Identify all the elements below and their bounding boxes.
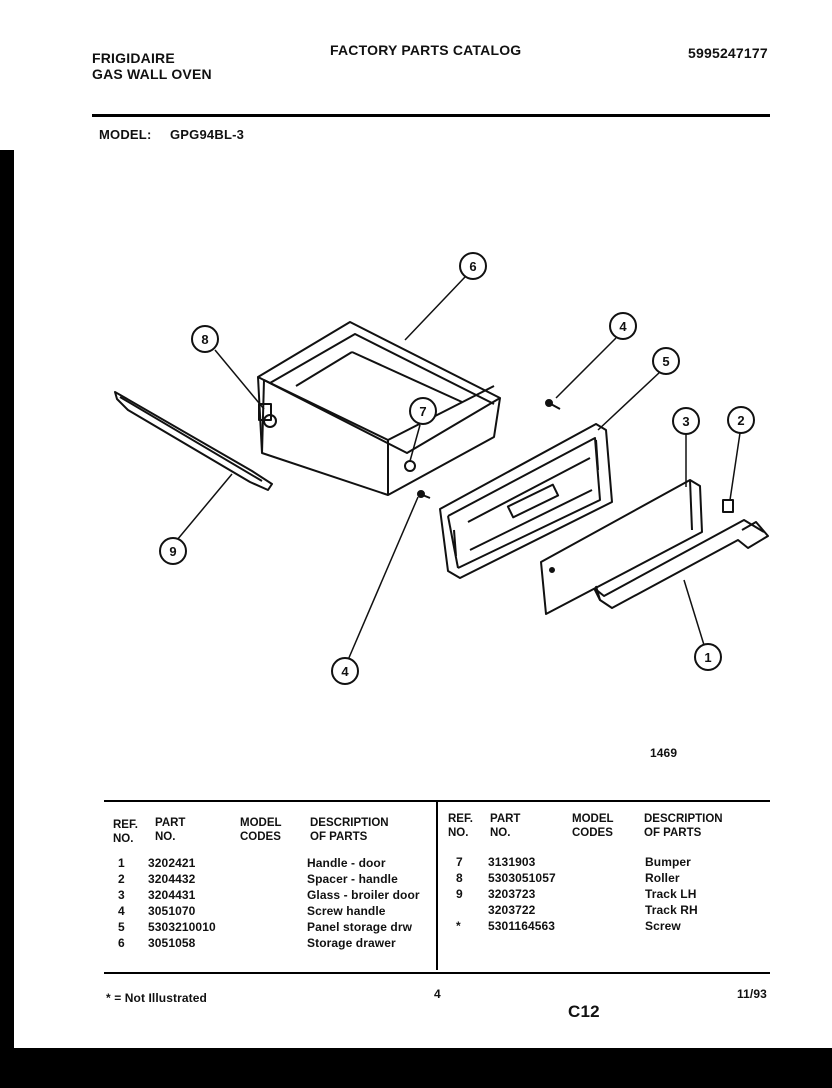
table-cell-part: 3204432 [148,872,196,886]
header-part-left: PART NO. [155,817,186,843]
table-cell-ref: * [456,919,461,933]
table-cell-ref: 6 [118,936,125,950]
callout-1: 1 [704,650,712,665]
catalog-title: FACTORY PARTS CATALOG [330,42,522,58]
table-cell-desc: Track LH [645,887,697,901]
table-cell-ref: 7 [456,855,463,869]
brand-name: FRIGIDAIRE [92,50,175,66]
header-part-right: PART NO. [490,813,521,839]
track-lh-drawing [115,392,272,490]
table-cell-part: 3204431 [148,888,196,902]
not-illustrated-note: * = Not Illustrated [106,991,207,1005]
table-cell-part: 5303051057 [488,871,556,885]
table-cell-desc: Screw [645,919,681,933]
header-model-left: MODEL CODES [240,817,282,843]
header-desc-left: DESCRIPTION OF PARTS [310,817,389,843]
model-value: GPG94BL-3 [170,127,245,142]
table-cell-ref: 8 [456,871,463,885]
callout-8: 8 [201,332,209,347]
table-cell-part: 3051070 [148,904,196,918]
handle-spacer-drawing [723,500,733,512]
callout-2: 2 [737,413,745,428]
table-cell-desc: Spacer - handle [307,872,398,886]
figure-number: 1469 [650,746,678,760]
model-label: MODEL: [99,127,152,142]
page-number: 4 [434,987,441,1001]
table-cell-ref: 3 [118,888,125,902]
table-cell-ref: 2 [118,872,125,886]
table-cell-desc: Track RH [645,903,698,917]
callout-7: 7 [419,404,427,419]
header-ref-right: REF. NO. [448,813,473,839]
header-desc-right: DESCRIPTION OF PARTS [644,813,723,839]
table-cell-part: 5303210010 [148,920,216,934]
header-model-right: MODEL CODES [572,813,614,839]
callout-6-top: 6 [469,259,477,274]
table-cell-desc: Screw handle [307,904,386,918]
table-cell-ref: 1 [118,856,125,870]
table-cell-desc: Bumper [645,855,691,869]
table-cell-desc: Panel storage drw [307,920,413,934]
table-cell-ref: 4 [118,904,125,918]
screw-top-drawing [546,400,560,409]
table-cell-part: 3203723 [488,887,536,901]
table-cell-part: 3202421 [148,856,196,870]
header-ref-left: REF. NO. [113,819,138,845]
callout-4-bottom: 4 [341,664,349,679]
table-cell-desc: Roller [645,871,680,885]
product-name: GAS WALL OVEN [92,66,212,82]
catalog-number: 5995247177 [688,45,768,61]
callout-9: 9 [169,544,177,559]
callout-3: 3 [682,414,690,429]
table-column-divider [436,800,438,970]
table-cell-ref: 5 [118,920,125,934]
table-cell-part: 3131903 [488,855,536,869]
table-cell-part: 5301164563 [488,919,556,933]
table-cell-desc: Storage drawer [307,936,396,950]
callout-5: 5 [662,354,670,369]
revision-date: 11/93 [737,987,767,1001]
callout-4-top: 4 [619,319,627,334]
table-cell-ref: 9 [456,887,463,901]
table-cell-part: 3203722 [488,903,536,917]
table-bottom-rule [104,972,770,974]
table-cell-part: 3051058 [148,936,196,950]
table-cell-desc: Handle - door [307,856,386,870]
screw-bottom-drawing [418,491,430,498]
table-cell-desc: Glass - broiler door [307,888,420,902]
storage-drawer-drawing [258,322,500,495]
section-code: C12 [568,1002,600,1021]
